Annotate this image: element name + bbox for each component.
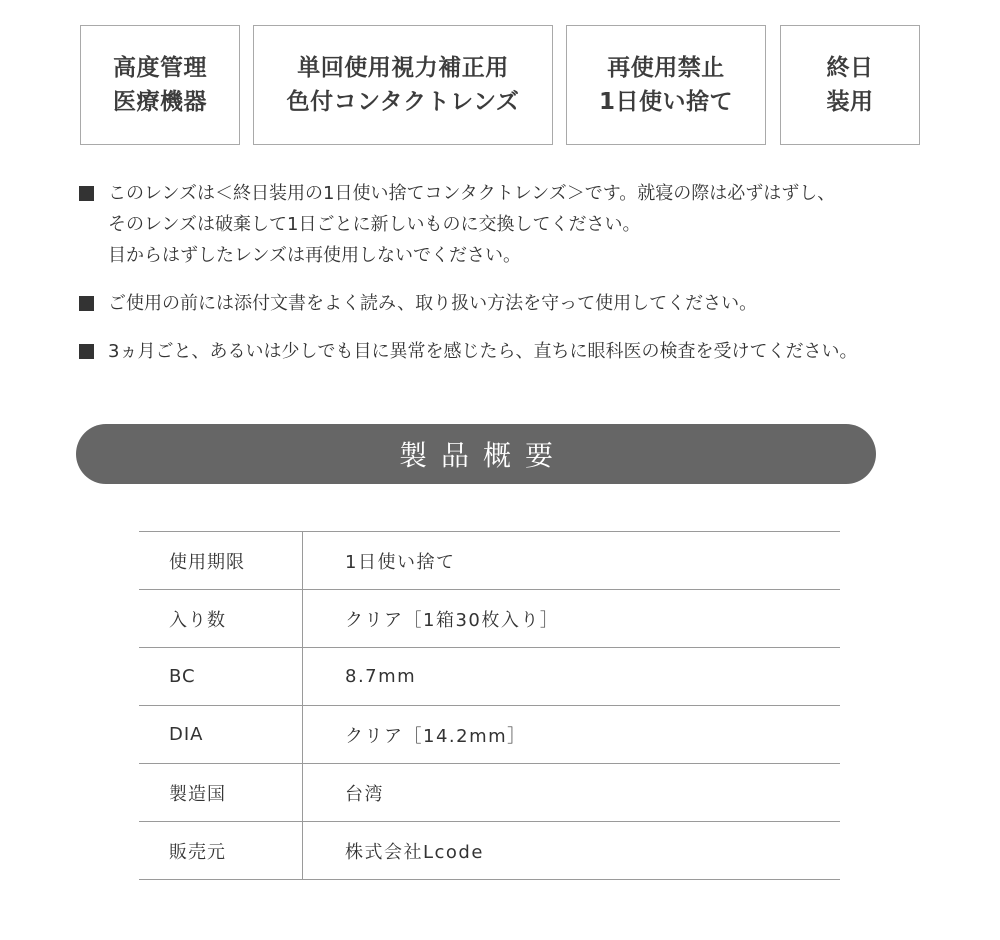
tag-no-reuse <box>566 25 766 145</box>
spec-value: 8.7mm <box>303 648 841 706</box>
tag-medical-device <box>80 25 240 145</box>
table-row <box>139 706 840 764</box>
notice-list <box>78 178 978 367</box>
spec-label: BC <box>139 648 303 706</box>
tag-line: 高度管理 <box>113 55 207 81</box>
tag-line: 再使用禁止 <box>607 55 725 81</box>
notice-line: そのレンズは破棄して1日ごとに新しいものに交換してください。 <box>108 214 641 235</box>
notice-item <box>78 178 978 271</box>
notice-item <box>78 288 978 319</box>
spec-value: クリア［14.2mm］ <box>303 706 841 764</box>
spec-label: 販売元 <box>139 822 303 880</box>
notice-line: 目からはずしたレンズは再使用しないでください。 <box>108 245 522 266</box>
tag-daily-wear <box>780 25 920 145</box>
tag-line: 終日 <box>826 55 874 81</box>
spec-table <box>139 531 840 880</box>
category-tags <box>80 25 920 145</box>
notice-line: このレンズは＜終日装用の1日使い捨てコンタクトレンズ＞です。就寝の際は必ずはずし、 <box>108 183 836 204</box>
spec-label: 使用期限 <box>139 532 303 590</box>
spec-value: 株式会社Lcode <box>303 822 841 880</box>
spec-value: クリア［1箱30枚入り］ <box>303 590 841 648</box>
table-row <box>139 822 840 880</box>
notice-line: 3ヵ月ごと、あるいは少しでも目に異常を感じたら、直ちに眼科医の検査を受けてください。 <box>108 341 858 362</box>
notice-line: ご使用の前には添付文書をよく読み、取り扱い方法を守って使用してください。 <box>108 293 758 314</box>
spec-value: 台湾 <box>303 764 841 822</box>
tag-line: 1日使い捨て <box>598 89 733 115</box>
spec-label: 製造国 <box>139 764 303 822</box>
notice-item <box>78 336 978 367</box>
square-bullet-icon <box>79 296 94 311</box>
table-row <box>139 648 840 706</box>
table-row <box>139 764 840 822</box>
spec-label: 入り数 <box>139 590 303 648</box>
tag-line: 装用 <box>826 89 874 115</box>
section-title: 製品概要 <box>398 439 567 472</box>
spec-label: DIA <box>139 706 303 764</box>
spec-value: 1日使い捨て <box>303 532 841 590</box>
square-bullet-icon <box>79 186 94 201</box>
tag-line: 単回使用視力補正用 <box>297 55 509 81</box>
tag-line: 色付コンタクトレンズ <box>286 89 520 115</box>
tag-lens-type <box>253 25 553 145</box>
table-row <box>139 532 840 590</box>
square-bullet-icon <box>79 344 94 359</box>
tag-line: 医療機器 <box>113 89 207 115</box>
section-banner <box>76 424 876 484</box>
table-row <box>139 590 840 648</box>
